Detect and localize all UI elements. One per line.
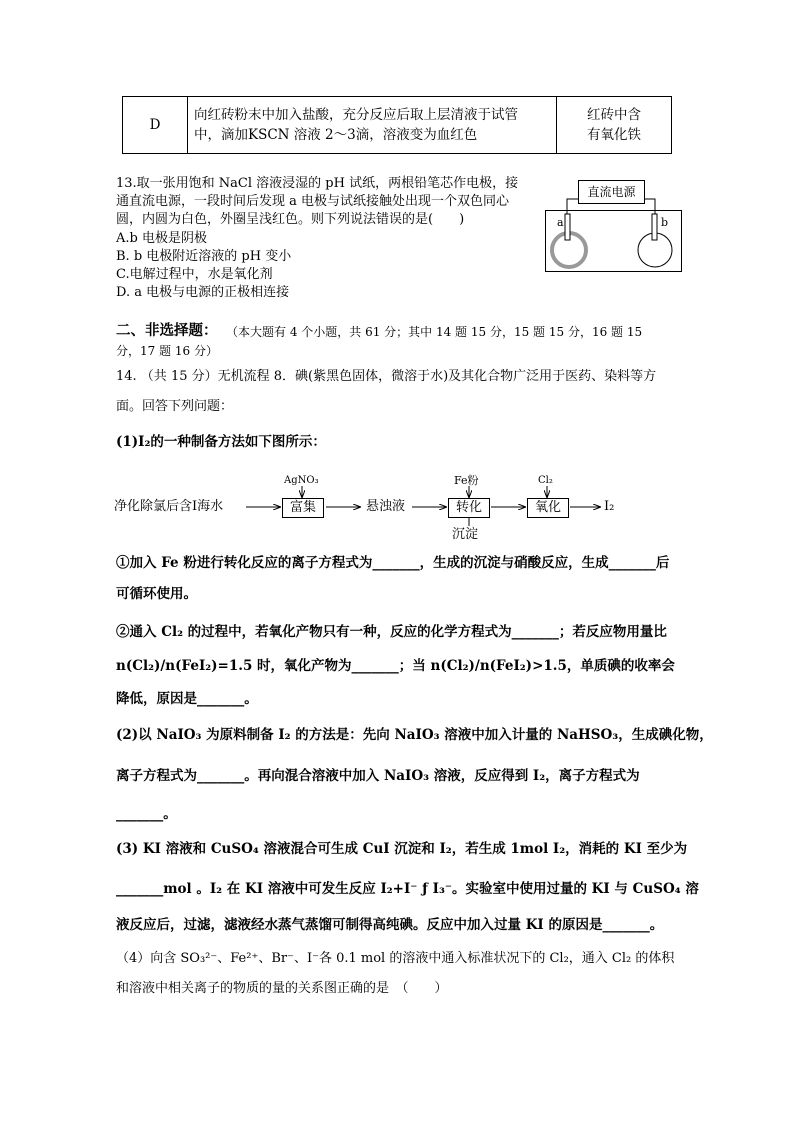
description-line: 中，滴加KSCN 溶液 2～3滴，溶液变为血红色: [194, 127, 478, 143]
process-flow-diagram: [114, 470, 634, 546]
q14-intro-line: 14. （共 15 分）无机流程 8．碘(紫黑色固体，微溶于水)及其化合物广泛用于医药、染料等方: [116, 369, 657, 384]
part1-b-line: 降低，原因是_______。: [116, 691, 258, 707]
part1-a-line: ①加入 Fe 粉进行转化反应的离子方程式为_______，生成的沉淀与硝酸反应，生成_______后: [116, 555, 670, 571]
flow-end: I₂: [604, 499, 615, 514]
part1-title: (1)I₂的一种制备方法如下图所示：: [116, 434, 326, 450]
part2-line: (2)以 NaIO₃ 为原料制备 I₂ 的方法是：先向 NaIO₃ 溶液中加入计量的 NaHSO₃，生成碘化物，: [116, 727, 713, 743]
part2-line: 离子方程式为_______。再向混合溶液中加入 NaIO₃ 溶液，反应得到 I₂，离子方程式为: [116, 768, 640, 784]
option-label: D: [123, 97, 188, 154]
flow-suspension: 悬浊液: [366, 499, 406, 514]
electrolysis-diagram: [545, 174, 682, 272]
q13-option-c: C.电解过程中，水是氧化剂: [116, 267, 273, 282]
part3-line: 液反应后，过滤，滤液经水蒸气蒸馏可制得高纯碘。反应中加入过量 KI 的原因是_______。: [116, 917, 664, 933]
description-line: 向红砖粉末中加入盐酸，充分反应后取上层清液于试管: [194, 107, 518, 123]
q13-option-a: A.b 电极是阴极: [116, 231, 207, 246]
part4-line: 和溶液中相关离子的物质的量的关系图正确的是 （ ）: [116, 981, 448, 996]
conclusion-line: 有氧化铁: [587, 127, 641, 143]
part1-a-line: 可循环使用。: [116, 586, 197, 602]
table-row: [123, 97, 672, 154]
reagent-cl2: Cl₂: [538, 475, 553, 486]
q14-intro-line: 面。回答下列问题：: [116, 399, 234, 414]
part4-line: （4）向含 SO₃²⁻、Fe²⁺、Br⁻、I⁻各 0.1 mol 的溶液中通入标准状况下的 Cl₂，通入 Cl₂ 的体积: [116, 951, 675, 966]
reagent-agno3: AgNO₃: [284, 475, 319, 486]
reagent-fe: Fe粉: [454, 474, 479, 487]
q13-stem-line: 通直流电源，一段时间后发现 a 电极与试纸接触处出现一个双色同心: [116, 194, 510, 209]
conclusion-line: 红砖中含: [587, 107, 641, 123]
electrode-b-label: b: [661, 216, 669, 229]
part1-b-line: n(Cl₂)/n(FeI₂)=1.5 时，氧化产物为_______；当 n(Cl₂)/n(FeI₂)>1.5，单质碘的收率会: [116, 658, 675, 674]
step-enrich: 富集: [282, 498, 324, 518]
q13-option-d: D. a 电极与电源的正极相连接: [116, 285, 290, 300]
section-title: 二、非选择题：: [116, 323, 218, 339]
section-note: 分，17 题 16 分）: [116, 344, 218, 358]
flow-precipitate: 沉淀: [452, 527, 479, 542]
step-transform: 转化: [448, 498, 490, 518]
q13-stem-line: 圆，内圆为白色，外圈呈浅红色。则下列说法错误的是( ): [116, 212, 465, 227]
section-note: （本大题有 4 个小题，共 61 分；其中 14 题 15 分，15 题 15 分，16 题 15: [226, 325, 643, 339]
part3-line: _______mol 。I₂ 在 KI 溶液中可发生反应 I₂+I⁻ ƒ I₃⁻。实验室中使用过量的 KI 与 CuSO₄ 溶: [116, 881, 699, 897]
part2-line: _______。: [116, 806, 177, 822]
answer-table: [122, 96, 672, 154]
flow-start: 净化除氯后含I海水: [114, 499, 224, 514]
conclusion-cell: [557, 97, 672, 154]
q13-option-b: B. b 电极附近溶液的 pH 变小: [116, 249, 292, 264]
step-oxidize: 氧化: [527, 498, 569, 518]
experiment-description: [188, 97, 557, 154]
q13-stem-line: 13.取一张用饱和 NaCl 溶液浸湿的 pH 试纸，两根铅笔芯作电极，接: [116, 176, 519, 191]
electrode-a-label: a: [557, 216, 564, 229]
part1-b-line: ②通入 Cl₂ 的过程中，若氧化产物只有一种，反应的化学方程式为_______；若反应物用量比: [116, 624, 667, 640]
part3-line: (3) KI 溶液和 CuSO₄ 溶液混合可生成 CuI 沉淀和 I₂，若生成 1mol I₂，消耗的 KI 至少为: [116, 841, 688, 857]
dc-power-source: 直流电源: [578, 180, 645, 204]
